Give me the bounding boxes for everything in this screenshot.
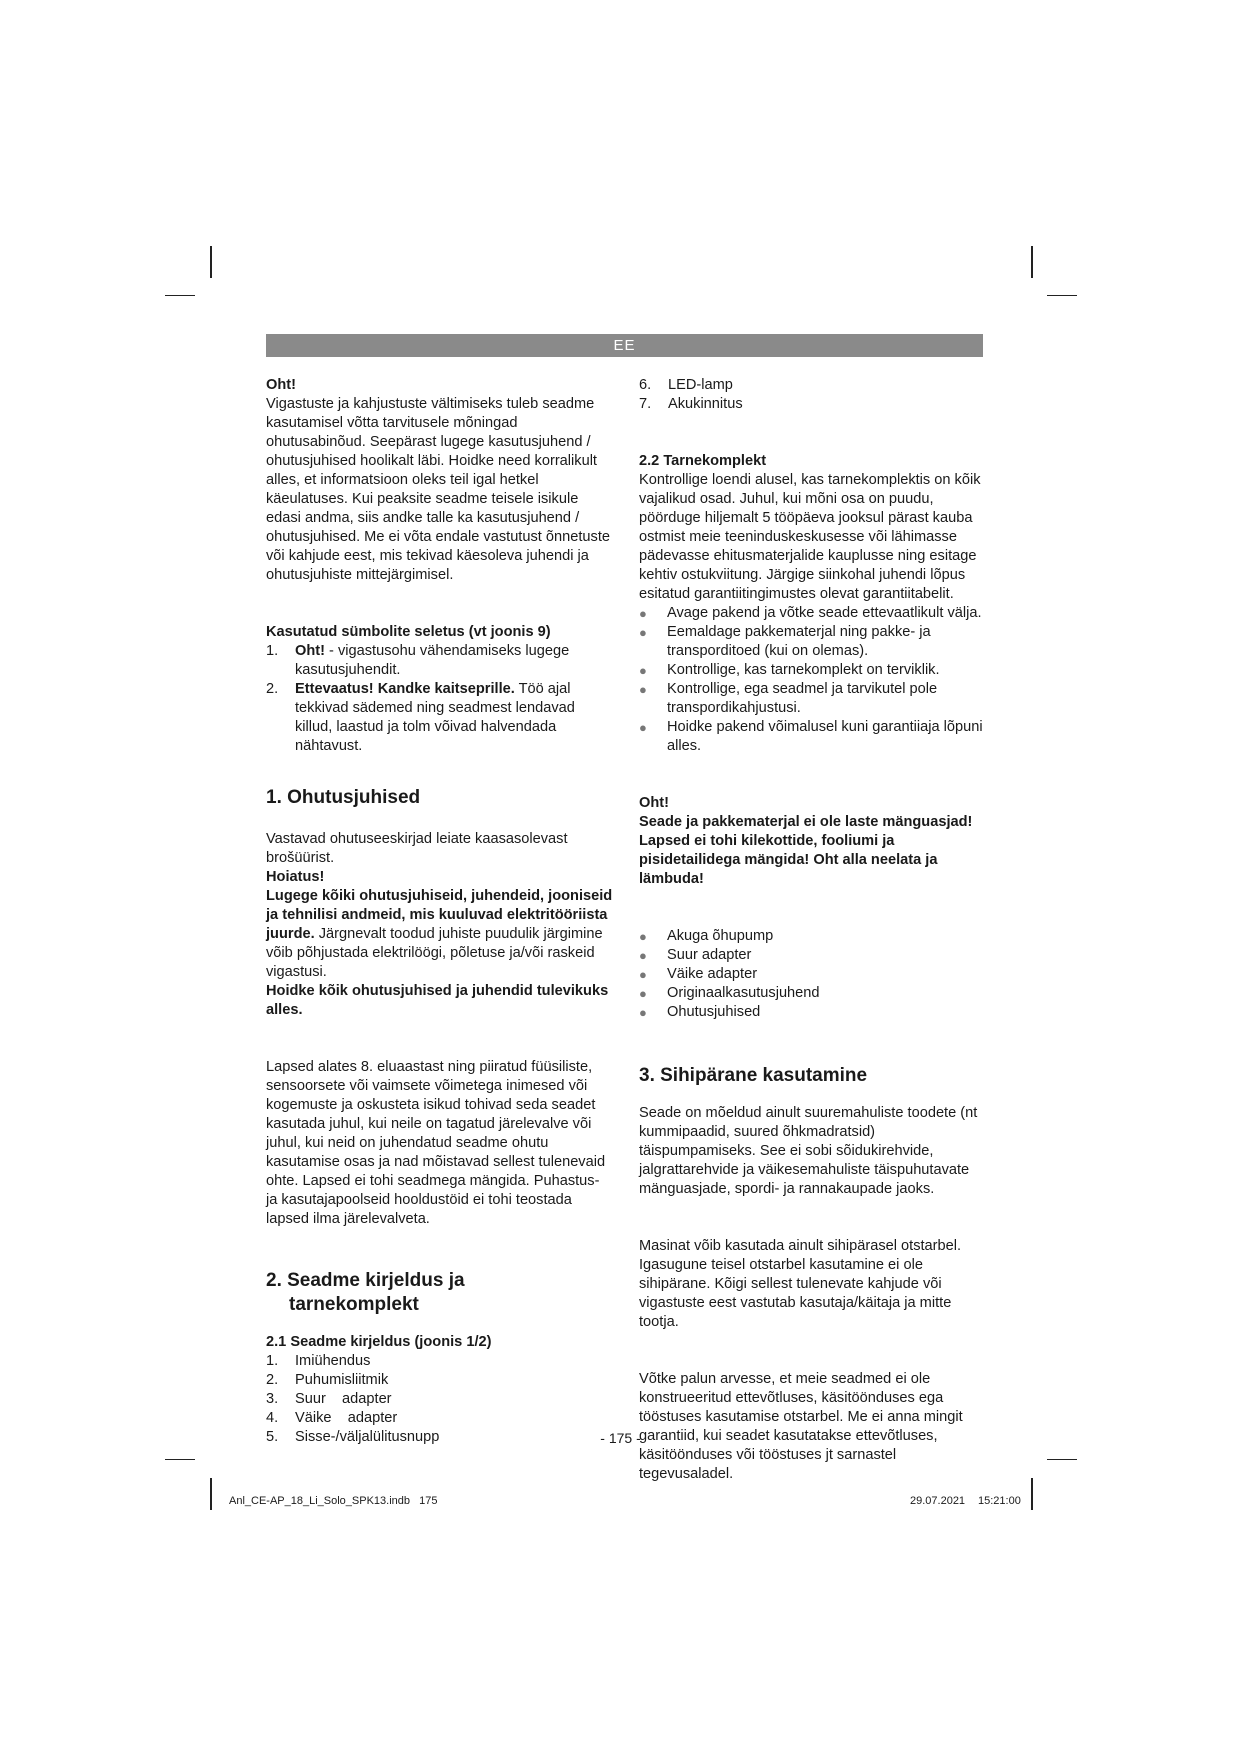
symbols-list	[266, 642, 614, 756]
crop-mark	[165, 295, 195, 296]
bullet-icon: ●	[639, 986, 647, 1001]
list-item: 6. LED-lamp	[639, 377, 733, 393]
danger-text-2: Seade ja pakkematerjal ei ole laste mänguasjad! Lapsed ei tohi kilekottide, fooliumi ja pisidetailidega mängida! Oht alla neelata ja lämbuda!	[639, 814, 973, 887]
list-item: ● Kontrollige, kas tarnekomplekt on terviklik.	[639, 662, 940, 678]
list-item: ● Avage pakend ja võtke seade ettevaatlikult välja.	[639, 605, 982, 621]
crop-mark	[1047, 1459, 1077, 1460]
children-text: Lapsed alates 8. eluaastast ning piiratud füüsiliste, sensoorsete või vaimsete võimetega inimesed või kogemuste ja oskusteta isikud tohivad seda seadet kasutada juhul, kui neile on tagatud järelevalve või juhul, kui neid on juhendatud seadme ohutu kasutamise osas ja nad mõistavad sellest tulenevaid ohte. Lapsed ei tohi seadmega mängida. Puhastus- ja kasutajapoolseid hooldustöid ei tohi teostada lapsed ilma järelevalveta.	[266, 1059, 606, 1227]
bullet-icon: ●	[639, 967, 647, 982]
checklist	[639, 604, 985, 756]
contents-list	[639, 927, 985, 1022]
warning-heading: Hoiatus!	[266, 869, 325, 885]
section-2-title: 2. Seadme kirjeldus ja tarnekomplekt	[266, 1270, 465, 1315]
crop-mark	[210, 246, 212, 278]
crop-mark	[1031, 1478, 1033, 1510]
list-item: 7. Akukinnitus	[639, 396, 743, 412]
crop-mark	[165, 1459, 195, 1460]
bullet-icon: ●	[639, 682, 647, 697]
list-item: 1. Imiühendus	[266, 1353, 371, 1369]
list-item: 2. Puhumisliitmik	[266, 1372, 389, 1388]
danger-heading: Oht!	[266, 377, 296, 393]
section-2-2-text: Kontrollige loendi alusel, kas tarnekomplektis on kõik vajalikud osad. Juhul, kui mõni osa on puudu, pöörduge hiljemalt 5 tööpäeva jooksul pärast kauba ostmist meie teeninduskeskusesse või lähimasse pädevasse ehitusmaterjalide kauplusse ning esitage kehtiv ostukviitung. Järgige siinkohal juhendi lõpus esitatud garantiitingimustes olevat garantiitabelit.	[639, 472, 981, 602]
list-item: 3. Suur adapter	[266, 1391, 392, 1407]
list-item: ● Akuga õhupump	[639, 928, 774, 944]
bullet-icon: ●	[639, 663, 647, 678]
symbols-heading: Kasutatud sümbolite seletus (vt joonis 9)	[266, 624, 551, 640]
list-item: ● Originaalkasutusjuhend	[639, 985, 820, 1001]
bullet-icon: ●	[639, 606, 647, 621]
right-column	[639, 376, 985, 1484]
list-item: 4. Väike adapter	[266, 1410, 398, 1426]
footer-filename: Anl_CE-AP_18_Li_Solo_SPK13.indb 175	[229, 1495, 438, 1507]
list-item: 1. Oht! - vigastusohu vähendamiseks lugege kasutusjuhendit.	[266, 643, 570, 678]
section-2-1-heading: 2.1 Seadme kirjeldus (joonis 1/2)	[266, 1334, 492, 1350]
list-item: ● Väike adapter	[639, 966, 758, 982]
section-1-title: 1. Ohutusjuhised	[266, 787, 421, 808]
bullet-icon: ●	[639, 1005, 647, 1020]
list-item: ● Eemaldage pakkematerjal ning pakke- ja transporditoed (kui on olemas).	[639, 624, 931, 659]
section-3-title: 3. Sihipärane kasutamine	[639, 1065, 868, 1086]
crop-mark	[210, 1478, 212, 1510]
bullet-icon: ●	[639, 948, 647, 963]
warning-text: Lugege kõiki ohutusjuhiseid, juhendeid, jooniseid ja tehnilisi andmeid, mis kuuluvad elektritööriista juurde. Järgnevalt toodud juhiste puudulik järgimine võib põhjustada elektrilöögi, põletuse ja/või raskeid vigastusi.	[266, 888, 613, 980]
danger-text: Vigastuste ja kahjustuste vältimiseks tuleb seadme kasutamisel võtta tarvitusele mõningad ohutusabinõud. Seepärast lugege kasutusjuhend / ohutusjuhised hoolikalt läbi. Hoidke need korralikult alles, et informatsioon oleks teil igal hetkel käeulatuses. Kui peaksite seadme teisele isikule edasi andma, siis andke talle ka kasutusjuhend / ohutusjuhised. Me ei võta endale vastutust õnnetuste või kahjude eest, mis tekivad käesoleva juhendi ja ohutusjuhiste mittejärgimisel.	[266, 396, 610, 583]
list-item: ● Hoidke pakend võimalusel kuni garantiiaja lõpuni alles.	[639, 719, 983, 754]
language-header-bar: EE	[266, 334, 983, 357]
left-column	[266, 376, 614, 1447]
section-3-paragraph-2: Masinat võib kasutada ainult sihipärasel otstarbel. Igasugune teisel otstarbel kasutamine ei ole sihipärane. Kõigi sellest tulenevate kahjude või vigastuste eest vastutab kasutaja/käitaja ja mitte tootja.	[639, 1238, 962, 1330]
danger-heading-2: Oht!	[639, 795, 669, 811]
page-number: - 175 -	[600, 1430, 641, 1446]
footer-date: 29.07.2021	[910, 1495, 966, 1507]
bullet-icon: ●	[639, 625, 647, 640]
section-3-paragraph-1: Seade on mõeldud ainult suuremahuliste toodete (nt kummipaadid, suured õhkmadratsid) täispumpamiseks. See ei sobi sõidukirehvide, jalgrattarehvide ja väikesemahuliste täispuhutavate mänguasjade, spordi- ja rannakaupade jaoks.	[639, 1105, 978, 1197]
bullet-icon: ●	[639, 929, 647, 944]
crop-mark	[1031, 246, 1033, 278]
footer-time: 15:21:00	[978, 1495, 1021, 1507]
section-2-2-heading: 2.2 Tarnekomplekt	[639, 453, 767, 469]
crop-mark	[1047, 295, 1077, 296]
list-item: 2. Ettevaatus! Kandke kaitseprille. Töö ajal tekkivad sädemed ning seadmest lendavad killud, laastud ja tolm võivad halvendada nähtavust.	[266, 681, 575, 754]
list-item: 5. Sisse-/väljalülitusnupp	[266, 1429, 440, 1445]
list-item: ● Ohutusjuhised	[639, 1004, 761, 1020]
parts-list-continued	[639, 376, 985, 414]
list-item: ● Suur adapter	[639, 947, 752, 963]
bullet-icon: ●	[639, 720, 647, 735]
section-3-paragraph-3: Võtke palun arvesse, et meie seadmed ei ole konstrueeritud ettevõtluses, käsitöönduses ega tööstuses kasutamise otstarbel. Me ei anna mingit garantiid, kui seadet kasutatakse ettevõtluses, käsitöönduses või tööstuses jt sarnastel tegevusaladel.	[639, 1371, 963, 1482]
section-1-text: Vastavad ohutuseeskirjad leiate kaasasolevast brošüürist.	[266, 831, 568, 866]
keep-instructions: Hoidke kõik ohutusjuhised ja juhendid tulevikuks alles.	[266, 983, 609, 1018]
list-item: ● Kontrollige, ega seadmel ja tarvikutel pole transpordikahjustusi.	[639, 681, 938, 716]
